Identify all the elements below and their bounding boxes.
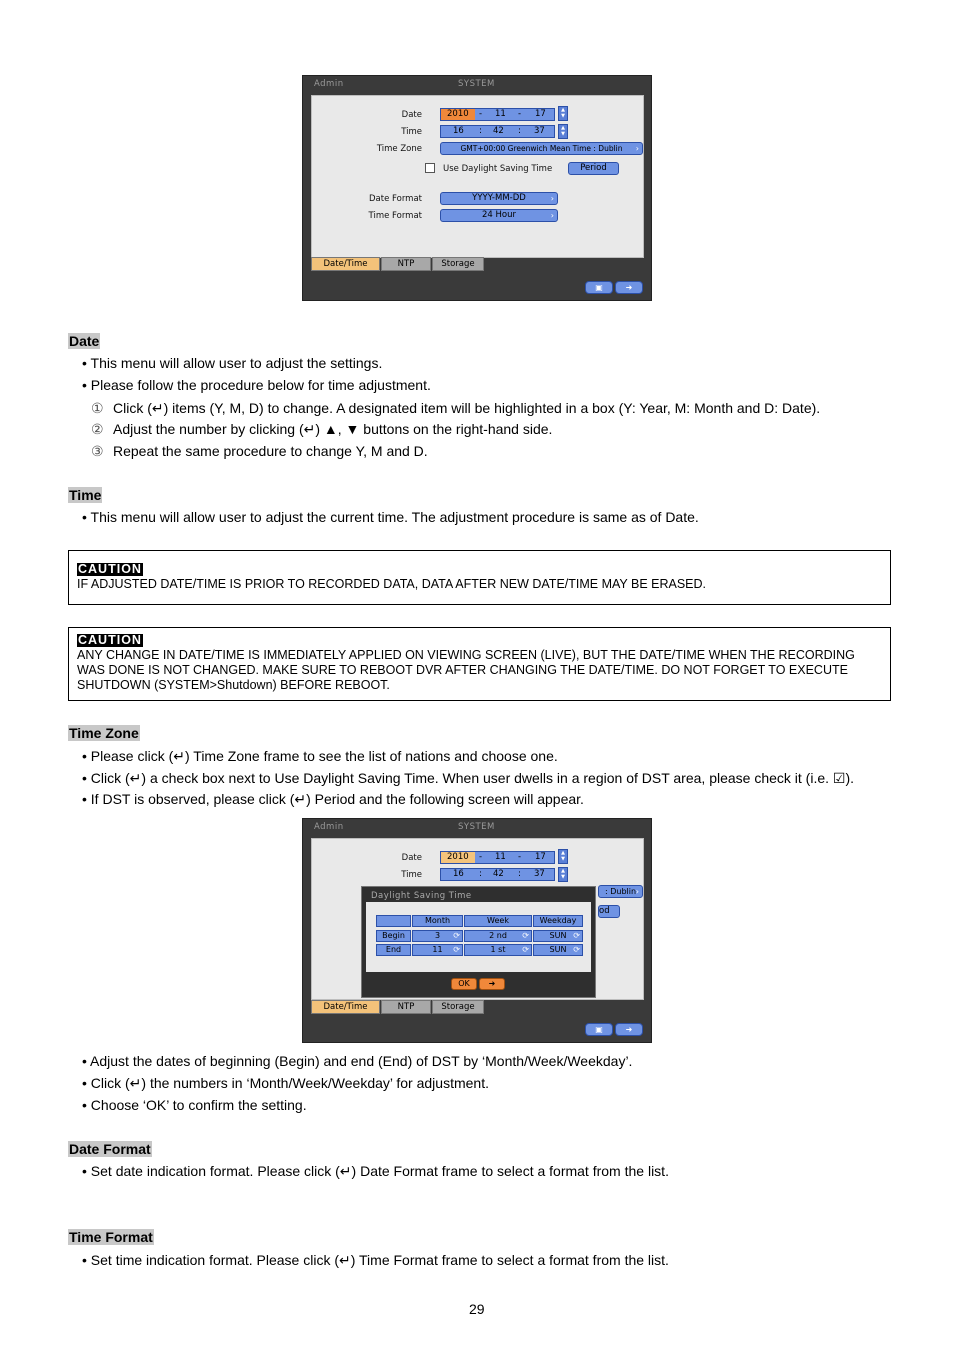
time-label: Time [401,870,422,880]
dst-screenshot [302,818,652,1043]
time-label: Time [401,127,422,137]
date-month[interactable]: 11 [495,109,506,119]
system-title: SYSTEM [458,822,495,832]
time-format-select[interactable]: 24 Hour › [440,209,558,222]
time-sep: : [518,869,521,879]
dst-header-weekday: Weekday [533,915,583,927]
timezone-bullet-5: • Click (↵) the numbers in ‘Month/Week/Weekday’ for adjustment. [82,1075,489,1091]
dst-dialog-title: Daylight Saving Time [371,891,472,901]
admin-label: Admin [314,822,344,832]
exit-icon[interactable]: ➜ [615,1023,643,1036]
timezone-heading: Time Zone [69,725,139,741]
chevron-right-icon: › [635,887,639,896]
step-number: ① [91,400,104,416]
exit-icon[interactable]: ➜ [479,978,505,990]
tab-ntp[interactable]: NTP [381,1000,431,1014]
time-sep: : [479,126,482,136]
cycle-icon: ⟳ [522,931,529,940]
time-second[interactable]: 37 [534,869,545,879]
timezone-bullet-2: • Click (↵) a check box next to Use Daylight Saving Time. When user dwells in a region of DST area, please check it (i.e. ☑). [82,770,855,786]
settings-panel [311,95,644,258]
time-format-bullet: • Set time indication format. Please click (↵) Time Format frame to select a format from the list. [82,1252,669,1268]
dst-checkbox[interactable] [425,163,435,173]
cycle-icon: ⟳ [522,945,529,954]
cycle-icon: ⟳ [573,931,580,940]
date-sep: - [518,852,522,862]
caution-text: ANY CHANGE IN DATE/TIME IS IMMEDIATELY APPLIED ON VIEWING SCREEN (LIVE), BUT THE DATE/TIME WHEN THE RECORDING WAS DONE IS NOT CHANGED. MAKE SURE TO REBOOT DVR AFTER CHANGING THE DATE/TIME. DO NOT FORGET TO EXECUTE SHUTDOWN (SYSTEM>Shutdown) BEFORE REBOOT. [77,648,855,692]
date-format-bullet: • Set date indication format. Please click (↵) Date Format frame to select a format from the list. [82,1163,669,1179]
time-minute[interactable]: 42 [493,126,504,136]
dst-header-week: Week [464,915,532,927]
date-year[interactable]: 2010 [447,852,469,862]
date-label: Date [401,853,422,863]
save-icon[interactable]: ▣ [585,281,613,294]
date-day[interactable]: 17 [535,852,546,862]
cycle-icon: ⟳ [573,945,580,954]
time-second[interactable]: 37 [534,126,545,136]
caution-text: IF ADJUSTED DATE/TIME IS PRIOR TO RECORDED DATA, DATA AFTER NEW DATE/TIME MAY BE ERASED. [77,577,707,591]
dst-header-blank [376,915,411,927]
date-sep: - [479,852,483,862]
time-field[interactable] [440,125,555,138]
timezone-bullet-1: • Please click (↵) Time Zone frame to see the list of nations and choose one. [82,748,558,764]
dst-header-month: Month [412,915,463,927]
date-format-heading: Date Format [69,1141,151,1157]
caution-tag: CAUTION [78,633,142,647]
dst-end-label: End [376,944,411,956]
timezone-select-partial[interactable]: : Dublin › [598,885,643,898]
date-field[interactable] [440,851,555,864]
date-sep: - [518,109,522,119]
dst-end-month[interactable]: 11 ⟳ [412,944,463,956]
time-heading: Time [69,487,102,503]
time-format-label: Time Format [368,211,422,221]
time-minute[interactable]: 42 [493,869,504,879]
period-button-partial[interactable]: od [598,905,620,918]
time-hour[interactable]: 16 [453,126,464,136]
dst-begin-label: Begin [376,930,411,942]
system-screenshot-datetime [302,75,652,301]
date-step-2: Adjust the number by clicking (↵) ▲, ▼ buttons on the right-hand side. [113,421,553,437]
caution-tag: CAUTION [78,562,142,576]
time-sep: : [518,126,521,136]
dst-dialog [361,886,596,998]
tab-storage[interactable]: Storage [432,257,484,271]
time-format-heading: Time Format [69,1229,153,1245]
chevron-right-icon: › [550,194,554,203]
page-number: 29 [469,1301,485,1317]
time-field[interactable] [440,868,555,881]
timezone-bullet-6: • Choose ‘OK’ to confirm the setting. [82,1097,307,1113]
date-spin-buttons[interactable]: ▲ ▼ [558,849,568,864]
dst-begin-week[interactable]: 2 nd ⟳ [464,930,532,942]
timezone-bullet-3: • If DST is observed, please click (↵) Period and the following screen will appear. [82,791,584,807]
date-step-3: Repeat the same procedure to change Y, M and D. [113,443,428,459]
timezone-bullet-4: • Adjust the dates of beginning (Begin) and end (End) of DST by ‘Month/Week/Weekday’. [82,1053,633,1069]
date-sep: - [479,109,483,119]
tab-ntp[interactable]: NTP [381,257,431,271]
dst-end-week[interactable]: 1 st ⟳ [464,944,532,956]
cycle-icon: ⟳ [453,945,460,954]
time-hour[interactable]: 16 [453,869,464,879]
time-spin-buttons[interactable]: ▲ ▼ [558,867,568,882]
date-field[interactable] [440,108,555,121]
system-title: SYSTEM [458,79,495,89]
caution-box-1 [68,550,891,605]
tab-storage[interactable]: Storage [432,1000,484,1014]
caution-box-2 [68,627,891,701]
date-bullet-1: • This menu will allow user to adjust the settings. [82,355,383,371]
chevron-right-icon: › [635,144,639,153]
dst-label: Use Daylight Saving Time [443,164,553,174]
ok-button[interactable]: OK [451,978,477,990]
time-sep: : [479,869,482,879]
date-day[interactable]: 17 [535,109,546,119]
date-step-1: Click (↵) items (Y, M, D) to change. A designated item will be highlighted in a box (Y: Year, M: Month and D: Date). [113,400,821,416]
date-label: Date [401,110,422,120]
chevron-right-icon: › [550,211,554,220]
dst-begin-weekday[interactable]: SUN ⟳ [533,930,583,942]
dst-dialog-body [366,902,591,972]
tab-datetime[interactable]: Date/Time [311,1000,380,1014]
exit-icon[interactable]: ➜ [615,281,643,294]
step-number: ② [91,421,104,437]
date-spin-buttons[interactable]: ▲ ▼ [558,106,568,121]
timezone-select[interactable]: GMT+00:00 Greenwich Mean Time : Dublin › [440,142,643,155]
date-month[interactable]: 11 [495,852,506,862]
date-heading: Date [69,333,100,349]
tab-datetime[interactable]: Date/Time [311,257,380,271]
date-year[interactable]: 2010 [447,109,469,119]
step-number: ③ [91,443,104,459]
time-bullet-1: • This menu will allow user to adjust the current time. The adjustment procedure is same as of Date. [82,509,699,525]
timezone-label: Time Zone [376,144,422,154]
date-format-label: Date Format [369,194,422,204]
cycle-icon: ⟳ [453,931,460,940]
save-icon[interactable]: ▣ [585,1023,613,1036]
date-format-select[interactable]: YYYY-MM-DD › [440,192,558,205]
period-button[interactable]: Period [568,162,619,175]
admin-label: Admin [314,79,344,89]
time-spin-buttons[interactable]: ▲ ▼ [558,124,568,139]
dst-begin-month[interactable]: 3 ⟳ [412,930,463,942]
date-bullet-2: • Please follow the procedure below for time adjustment. [82,377,431,393]
dst-end-weekday[interactable]: SUN ⟳ [533,944,583,956]
